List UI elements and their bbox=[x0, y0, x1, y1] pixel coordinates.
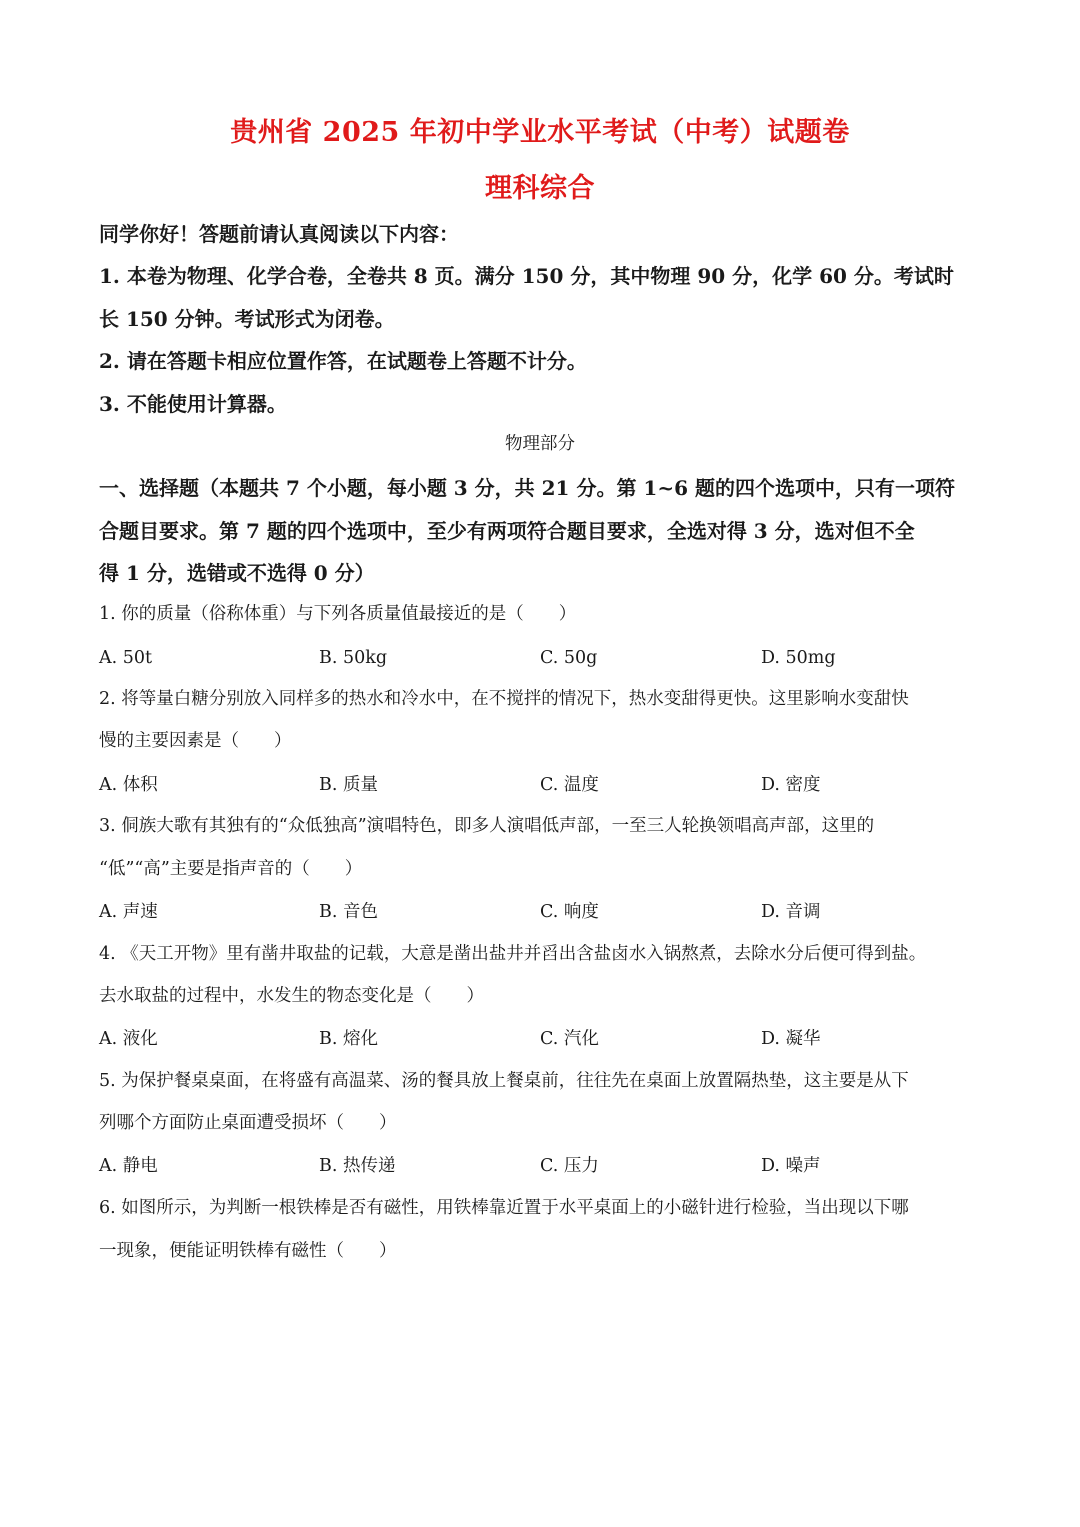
question-4-option-c: C. 汽化 bbox=[540, 1029, 599, 1049]
question-1-option-a: A. 50t bbox=[99, 648, 153, 668]
question-6-text-line-2: 一现象，便能证明铁棒有磁性（ ） bbox=[99, 1241, 397, 1261]
question-5-option-b: B. 热传递 bbox=[319, 1156, 396, 1176]
instruction-item-3: 3. 不能使用计算器。 bbox=[99, 392, 287, 416]
instruction-item-1-line-1: 1. 本卷为物理、化学合卷，全卷共 8 页。满分 150 分，其中物理 90 分，化学 60 分。考试时 bbox=[99, 264, 954, 288]
instruction-item-2: 2. 请在答题卡相应位置作答，在试题卷上答题不计分。 bbox=[99, 349, 587, 373]
exam-subtitle: 理科综合 bbox=[485, 173, 595, 204]
instructions-greeting: 同学你好！答题前请认真阅读以下内容： bbox=[99, 222, 459, 246]
question-4-option-a: A. 液化 bbox=[99, 1029, 158, 1049]
question-4-option-b: B. 熔化 bbox=[319, 1029, 378, 1049]
question-4-text-line-1: 4. 《天工开物》里有凿井取盐的记载，大意是凿出盐井并舀出含盐卤水入锅熬煮，去除水分后便可得到盐。 bbox=[99, 944, 927, 964]
question-5-option-a: A. 静电 bbox=[99, 1156, 158, 1176]
question-3-option-b: B. 音色 bbox=[319, 902, 378, 922]
question-1-option-b: B. 50kg bbox=[319, 648, 388, 668]
question-2-option-c: C. 温度 bbox=[540, 775, 599, 795]
question-3-text-line-2: “低”“高”主要是指声音的（ ） bbox=[99, 859, 363, 879]
question-2-option-d: D. 密度 bbox=[761, 775, 821, 795]
question-2-text-line-2: 慢的主要因素是（ ） bbox=[99, 731, 292, 751]
question-2-option-b: B. 质量 bbox=[319, 775, 378, 795]
question-1-option-d: D. 50mg bbox=[761, 648, 836, 668]
question-4-text-line-2: 去水取盐的过程中，水发生的物态变化是（ ） bbox=[99, 986, 484, 1006]
question-5-option-c: C. 压力 bbox=[540, 1156, 599, 1176]
section-intro-line-2: 合题目要求。第 7 题的四个选项中，至少有两项符合题目要求，全选对得 3 分，选对但不全 bbox=[99, 519, 915, 543]
question-3-text-line-1: 3. 侗族大歌有其独有的“众低独高”演唱特色，即多人演唱低声部，一至三人轮换领唱高声部，这里的 bbox=[99, 816, 875, 836]
question-1-text: 1. 你的质量（俗称体重）与下列各质量值最接近的是（ ） bbox=[99, 604, 577, 624]
question-5-text-line-2: 列哪个方面防止桌面遭受损坏（ ） bbox=[99, 1113, 397, 1133]
section-intro-line-1: 一、选择题（本题共 7 个小题，每小题 3 分，共 21 分。第 1~6 题的四个选项中，只有一项符 bbox=[99, 476, 955, 500]
question-1-option-c: C. 50g bbox=[540, 648, 598, 668]
exam-title: 贵州省 2025 年初中学业水平考试（中考）试题卷 bbox=[230, 117, 850, 148]
question-2-option-a: A. 体积 bbox=[99, 775, 158, 795]
section-heading: 物理部分 bbox=[505, 434, 575, 454]
question-4-option-d: D. 凝华 bbox=[761, 1029, 821, 1049]
question-2-text-line-1: 2. 将等量白糖分别放入同样多的热水和冷水中，在不搅拌的情况下，热水变甜得更快。这里影响水变甜快 bbox=[99, 689, 909, 709]
question-6-text-line-1: 6. 如图所示，为判断一根铁棒是否有磁性，用铁棒靠近置于水平桌面上的小磁针进行检验，当出现以下哪 bbox=[99, 1198, 909, 1218]
instruction-item-1-line-2: 长 150 分钟。考试形式为闭卷。 bbox=[99, 307, 395, 331]
question-3-option-d: D. 音调 bbox=[761, 902, 821, 922]
question-3-option-c: C. 响度 bbox=[540, 902, 599, 922]
question-5-option-d: D. 噪声 bbox=[761, 1156, 821, 1176]
section-intro-line-3: 得 1 分，选错或不选得 0 分） bbox=[99, 561, 375, 585]
question-3-option-a: A. 声速 bbox=[99, 902, 158, 922]
question-5-text-line-1: 5. 为保护餐桌桌面，在将盛有高温菜、汤的餐具放上餐桌前，往往先在桌面上放置隔热垫，这主要是从下 bbox=[99, 1071, 909, 1091]
